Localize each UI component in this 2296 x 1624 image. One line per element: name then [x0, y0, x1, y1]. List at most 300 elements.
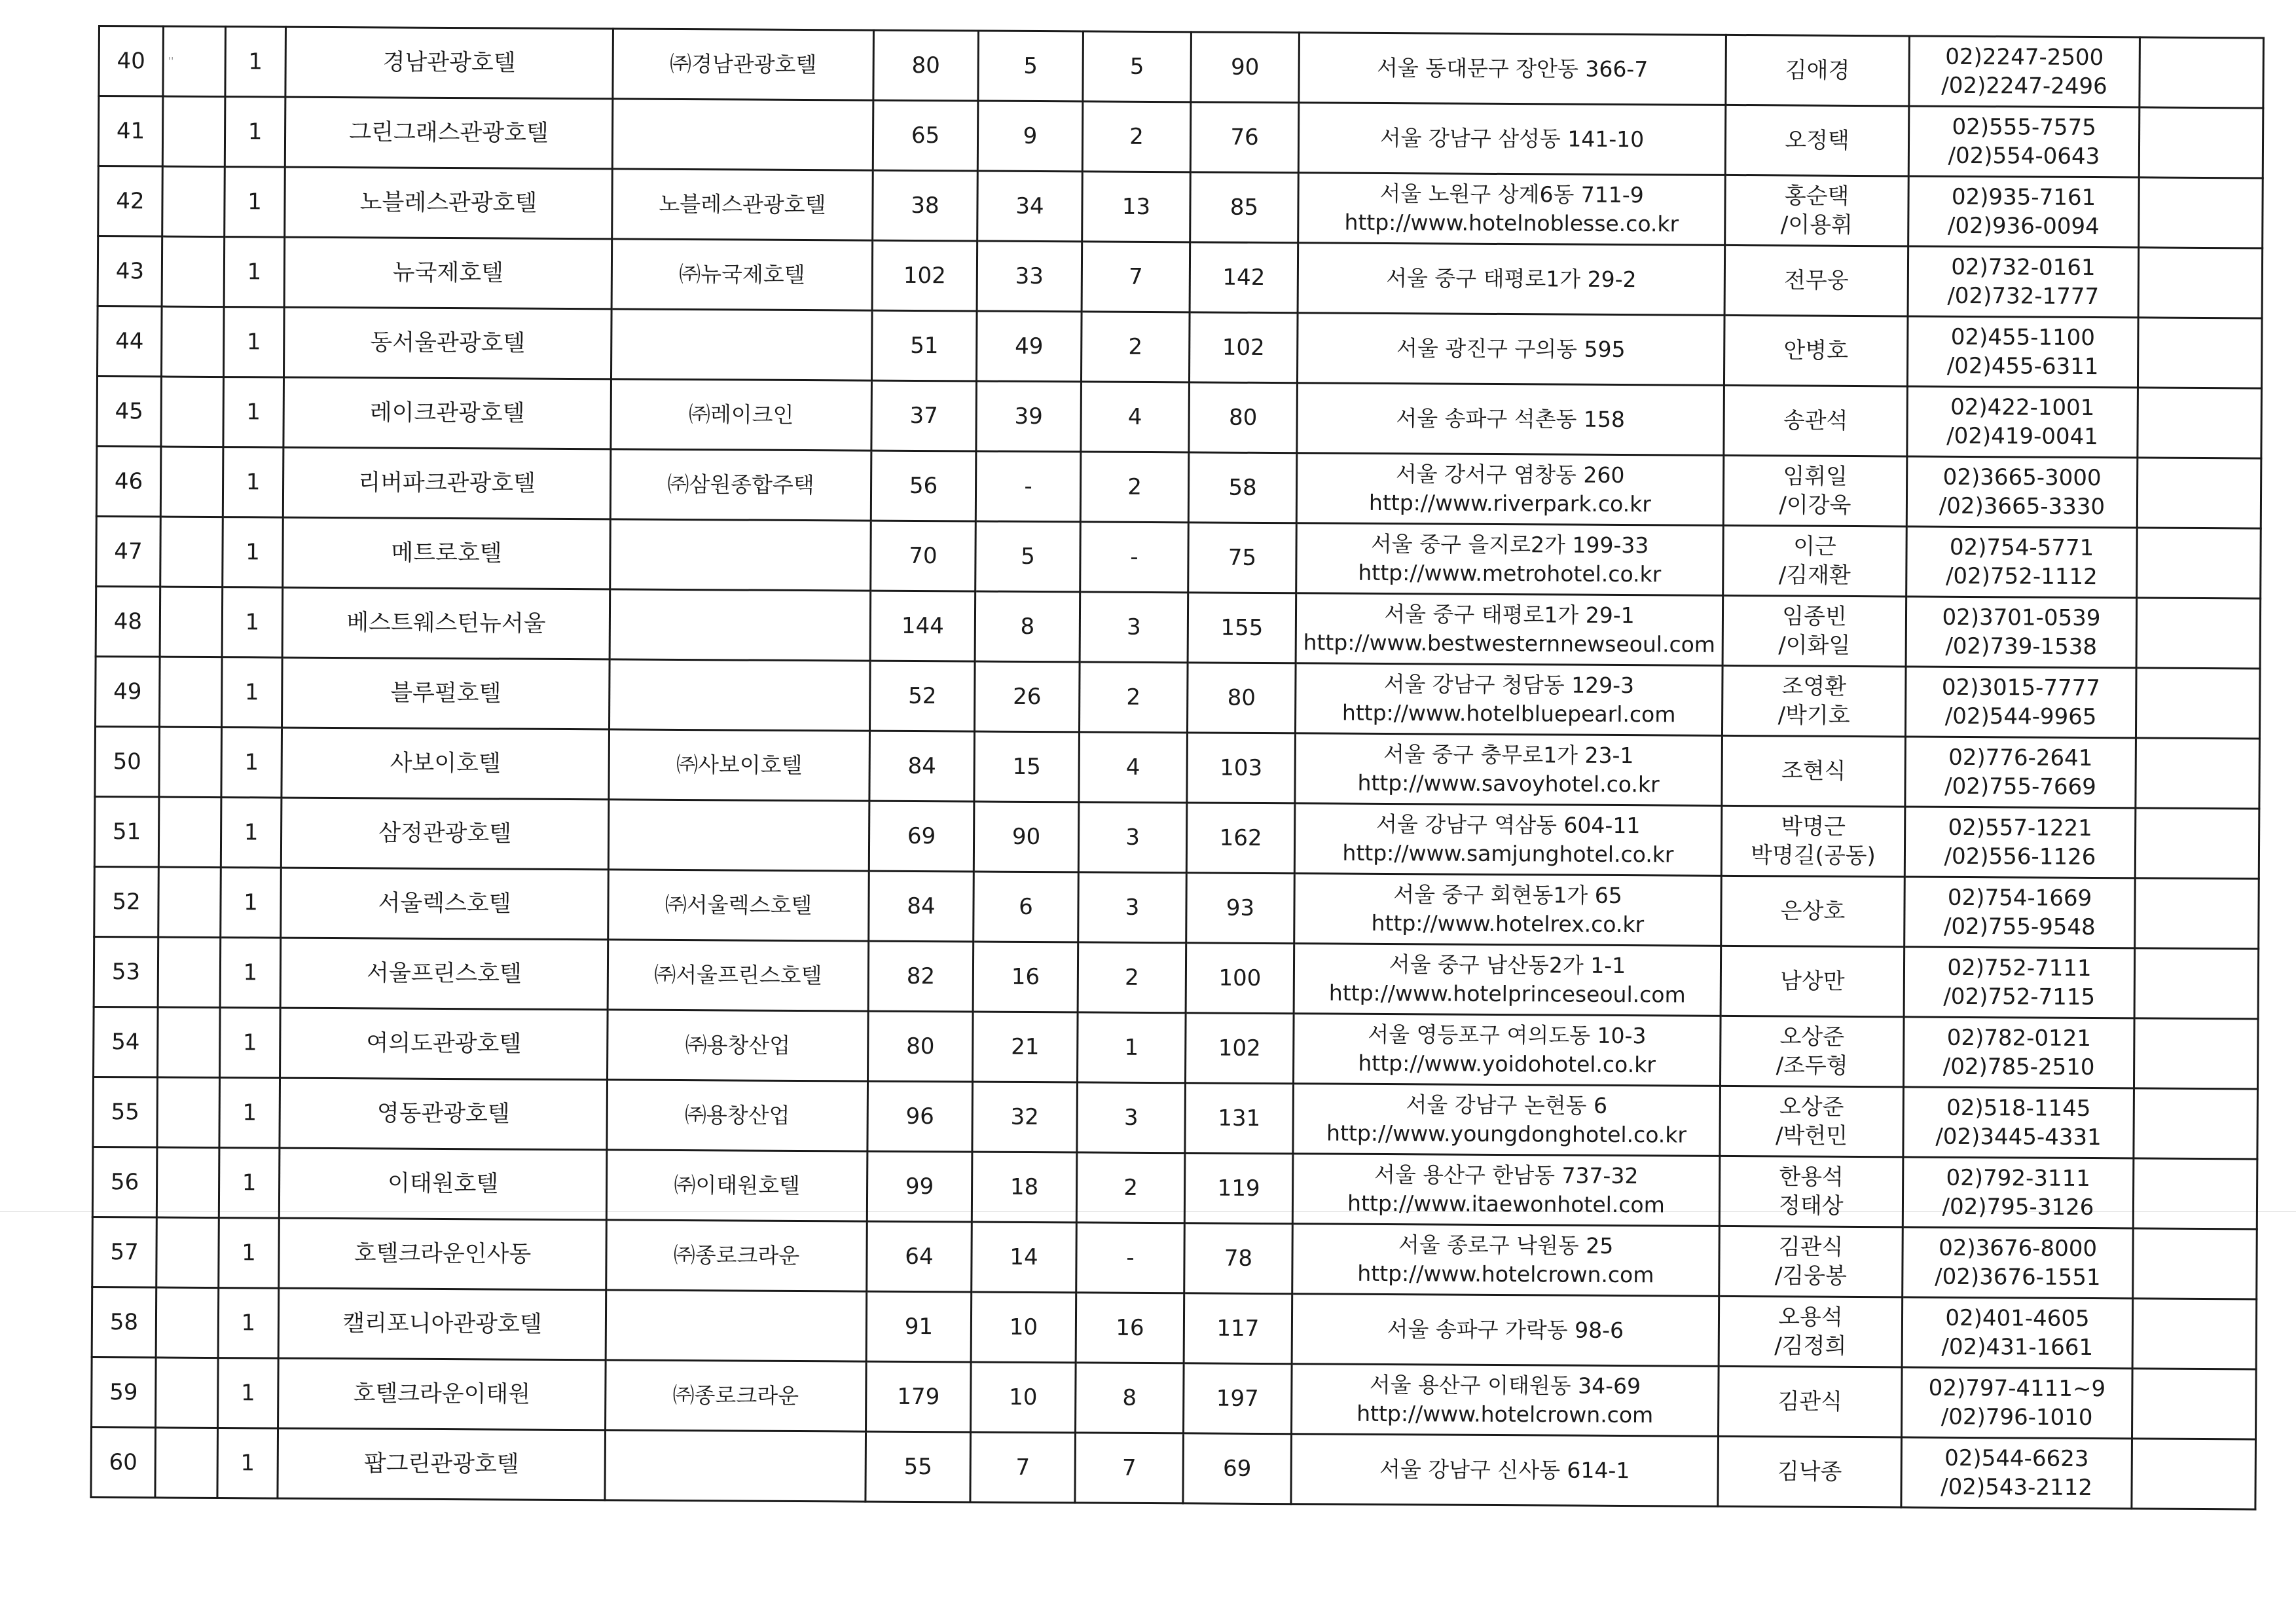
operator-cell: ㈜용창산업 [607, 1080, 868, 1151]
rooms-total-cell: 100 [1186, 943, 1294, 1014]
row-number-cell: 51 [94, 796, 159, 867]
rooms-col1-cell: 80 [868, 1011, 974, 1082]
table-row [96, 656, 2261, 738]
rooms-col3-cell: 2 [1076, 1153, 1185, 1223]
row-number-cell: 60 [91, 1427, 156, 1498]
table-row [98, 166, 2263, 248]
grade-cell: 1 [221, 868, 282, 938]
rooms-total-cell: 119 [1184, 1153, 1293, 1224]
phone-cell [1908, 246, 2139, 318]
hotel-name-cell: 리버파크관광호텔 [283, 447, 611, 519]
representative-line: 은상호 [1780, 898, 1846, 925]
address-line: http://www.hotelnoblesse.co.kr [1344, 209, 1679, 237]
rooms-col3-cell: 3 [1080, 592, 1188, 663]
phone-line: /02)554-0643 [1948, 142, 2100, 170]
table-row [94, 1006, 2259, 1088]
mark-cell [156, 1217, 219, 1288]
phone-line: 02)754-1669 [1947, 884, 2092, 912]
row-number-cell: 45 [97, 377, 162, 447]
representative-cell [1720, 1016, 1904, 1087]
table-row [94, 866, 2259, 948]
remarks-cell [2137, 528, 2261, 599]
representative-cell [1725, 105, 1909, 176]
address-line: 서울 강남구 역삼동 604-11 [1376, 811, 1641, 839]
rooms-col2-cell: 9 [977, 101, 1083, 172]
rooms-total-cell: 131 [1185, 1083, 1294, 1154]
rooms-col3-cell: 1 [1078, 1012, 1186, 1083]
rooms-col1-cell: 51 [871, 310, 977, 381]
representative-cell [1723, 455, 1907, 526]
phone-cell [1901, 1367, 2132, 1439]
representative-line: 임휘일 [1783, 463, 1848, 490]
rooms-col3-cell: 2 [1080, 452, 1189, 523]
grade-cell: 1 [224, 237, 285, 308]
address-line: 서울 강남구 청담동 129-3 [1383, 671, 1635, 699]
row-number-cell: 55 [93, 1077, 158, 1147]
mark-cell [160, 587, 223, 657]
address-line: 서울 용산구 이태원동 34-69 [1369, 1371, 1641, 1399]
phone-cell [1901, 1437, 2132, 1509]
rooms-total-cell: 90 [1191, 32, 1300, 103]
phone-cell [1907, 316, 2138, 388]
representative-cell [1718, 1436, 1902, 1507]
row-number-cell: 40 [99, 26, 164, 97]
mark-cell [157, 1077, 220, 1148]
representative-cell [1719, 1156, 1903, 1227]
phone-cell [1905, 667, 2136, 738]
rooms-col2-cell: 32 [972, 1082, 1078, 1153]
address-line: 서울 중구 을지로2가 199-33 [1370, 530, 1649, 559]
hotel-name-cell: 호텔크라운인사동 [279, 1218, 607, 1290]
table-row [99, 26, 2264, 108]
phone-line: /02)2247-2496 [1941, 72, 2107, 100]
rooms-total-cell: 75 [1188, 523, 1297, 593]
representative-line: /김웅봉 [1774, 1263, 1847, 1289]
rooms-col1-cell: 99 [867, 1151, 972, 1222]
representative-line: /김정희 [1774, 1333, 1847, 1359]
rooms-col3-cell: 8 [1076, 1363, 1184, 1433]
row-number-cell: 53 [94, 936, 158, 1007]
row-number-cell: 47 [96, 516, 161, 587]
hotel-name-cell: 경남관광호텔 [285, 27, 613, 99]
address-cell [1297, 383, 1724, 456]
address-cell [1298, 103, 1726, 175]
operator-cell: ㈜사보이호텔 [609, 729, 870, 801]
grade-cell: 1 [221, 798, 282, 868]
representative-line: 오용석 [1778, 1304, 1843, 1331]
grade-cell: 1 [218, 1288, 279, 1359]
remarks-cell [2134, 1018, 2258, 1089]
grade-cell: 1 [219, 1218, 280, 1289]
operator-cell [611, 309, 872, 380]
address-line: http://www.yoidohotel.co.kr [1358, 1050, 1656, 1078]
address-cell [1292, 1154, 1720, 1227]
rooms-col2-cell: 39 [976, 381, 1082, 452]
phone-cell [1906, 456, 2138, 528]
address-line: 서울 중구 태평로1가 29-2 [1386, 265, 1637, 293]
phone-line: 02)792-3111 [1946, 1164, 2090, 1192]
representative-cell [1722, 665, 1906, 737]
representative-cell [1724, 315, 1908, 386]
address-line: http://www.hotelprinceseoul.com [1328, 980, 1686, 1008]
phone-line: /02)419-0041 [1946, 422, 2098, 451]
grade-cell: 1 [220, 1008, 281, 1079]
address-cell [1292, 1294, 1719, 1367]
row-number-cell: 50 [95, 726, 160, 797]
address-cell [1293, 1084, 1721, 1156]
rooms-total-cell: 117 [1184, 1293, 1292, 1364]
remarks-cell [2139, 177, 2263, 248]
remarks-cell [2137, 458, 2261, 528]
address-cell [1296, 593, 1723, 666]
representative-line: 이근 [1793, 533, 1837, 560]
phone-line: /02)752-7115 [1943, 983, 2096, 1011]
row-number-cell: 43 [98, 236, 162, 307]
representative-cell [1721, 946, 1904, 1017]
rooms-col2-cell: 5 [978, 31, 1084, 101]
rooms-col2-cell: 10 [971, 1292, 1076, 1363]
phone-line: /02)431-1661 [1941, 1333, 2094, 1361]
row-number-cell: 56 [92, 1147, 157, 1217]
rooms-total-cell: 102 [1189, 312, 1298, 383]
hotel-name-cell: 여의도관광호텔 [280, 1008, 608, 1080]
representative-line: 오정택 [1785, 127, 1850, 154]
representative-line: 전무웅 [1783, 267, 1849, 294]
mark-cell [156, 1357, 219, 1428]
representative-line: /김재환 [1778, 562, 1851, 589]
address-line: 서울 노원구 상계6동 711-9 [1379, 180, 1644, 208]
rooms-col1-cell: 179 [866, 1361, 972, 1432]
phone-cell [1903, 1087, 2134, 1158]
operator-cell: ㈜종로크라운 [606, 1220, 867, 1291]
phone-line: /02)556-1126 [1944, 843, 2096, 871]
table-row [98, 306, 2263, 388]
rooms-col1-cell: 144 [870, 591, 975, 661]
rooms-col2-cell: 26 [974, 661, 1080, 732]
address-line: 서울 중구 회현동1가 65 [1393, 881, 1622, 909]
rooms-col3-cell: - [1076, 1223, 1185, 1293]
rooms-col3-cell: 5 [1083, 31, 1192, 102]
remarks-cell [2135, 808, 2259, 879]
hotel-name-cell: 뉴국제호텔 [284, 237, 612, 309]
representative-cell [1719, 1226, 1903, 1297]
representative-cell [1725, 175, 1909, 246]
rooms-col3-cell: 2 [1079, 662, 1188, 733]
mark-cell [161, 377, 224, 447]
address-line: 서울 광진구 구의동 595 [1396, 335, 1626, 363]
representative-cell [1726, 35, 1910, 106]
table-row [96, 516, 2261, 598]
rooms-col1-cell: 96 [867, 1081, 973, 1152]
mark-cell [162, 236, 225, 307]
representative-cell [1719, 1366, 1903, 1437]
rooms-total-cell: 162 [1186, 803, 1295, 874]
operator-cell [608, 800, 869, 871]
grade-cell: 1 [220, 938, 281, 1008]
grade-cell: 1 [225, 27, 286, 98]
representative-line: /이화일 [1778, 632, 1851, 659]
address-line: 서울 강남구 논현동 6 [1406, 1092, 1608, 1118]
phone-line: 02)455-1100 [1950, 323, 2096, 352]
phone-line: /02)796-1010 [1941, 1403, 2093, 1431]
table-row [92, 1217, 2257, 1299]
address-cell [1294, 803, 1722, 876]
rooms-col1-cell: 64 [867, 1221, 972, 1292]
address-cell [1299, 33, 1726, 105]
row-number-cell: 52 [94, 866, 159, 937]
address-cell [1295, 663, 1722, 736]
rooms-total-cell: 76 [1190, 102, 1299, 173]
mark-cell [160, 447, 223, 517]
grade-cell: 1 [224, 307, 285, 378]
hotel-name-cell: 캘리포니아관광호텔 [278, 1288, 606, 1360]
phone-line: /02)752-1112 [1945, 563, 2098, 591]
phone-cell [1907, 386, 2138, 458]
rooms-total-cell: 102 [1186, 1013, 1294, 1084]
rooms-total-cell: 103 [1187, 733, 1296, 803]
phone-line: 02)935-7161 [1951, 183, 2096, 212]
phone-line: /02)3445-4331 [1935, 1123, 2102, 1151]
phone-line: /02)785-2510 [1942, 1053, 2095, 1081]
mark-cell [159, 727, 222, 798]
rooms-col1-cell: 69 [869, 801, 974, 872]
hotel-name-cell: 서울프린스호텔 [280, 938, 608, 1010]
representative-line: /박기호 [1777, 702, 1850, 729]
mark-cell [158, 937, 221, 1008]
phone-cell [1904, 807, 2136, 878]
phone-cell [1908, 176, 2140, 248]
hotel-name-cell: 동서울관광호텔 [283, 307, 611, 379]
address-cell [1296, 453, 1724, 526]
rooms-col2-cell: 18 [972, 1152, 1077, 1223]
address-line: 서울 동대문구 장안동 366-7 [1376, 54, 1649, 83]
address-cell [1294, 874, 1722, 946]
phone-line: 02)401-4605 [1945, 1304, 2090, 1333]
phone-line: /02)455-6311 [1946, 352, 2099, 380]
representative-cell [1719, 1296, 1903, 1367]
phone-cell [1905, 737, 2136, 808]
remarks-cell [2138, 388, 2262, 458]
representative-line: 송관석 [1783, 407, 1848, 434]
rooms-col3-cell: 13 [1082, 172, 1191, 242]
address-cell [1296, 523, 1724, 596]
grade-cell: 1 [223, 447, 283, 518]
address-line: http://www.hotelbluepearl.com [1341, 699, 1676, 728]
phone-line: 02)544-6623 [1944, 1445, 2089, 1473]
rooms-col2-cell: 6 [974, 872, 1079, 942]
mark-cell [158, 797, 221, 868]
mark-cell [158, 867, 221, 938]
representative-cell [1721, 876, 1905, 947]
operator-cell: ㈜레이크인 [611, 379, 872, 451]
representative-line: /이용휘 [1780, 212, 1853, 238]
rooms-col2-cell: 34 [977, 171, 1083, 242]
hotel-name-cell: 삼정관광호텔 [281, 798, 609, 870]
rooms-col1-cell: 38 [873, 170, 978, 241]
rooms-col2-cell: 49 [976, 311, 1082, 382]
operator-cell: ㈜용창산업 [608, 1010, 869, 1081]
address-line: http://www.hotelcrown.com [1357, 1260, 1654, 1288]
address-line: http://www.itaewonhotel.com [1347, 1190, 1665, 1218]
representative-line: /이강욱 [1779, 492, 1851, 519]
rooms-total-cell: 93 [1186, 873, 1295, 944]
hotel-name-cell: 서울렉스호텔 [281, 868, 609, 940]
address-line: 서울 송파구 석촌동 158 [1396, 405, 1626, 433]
phone-line: 02)3676-8000 [1939, 1234, 2098, 1263]
representative-line: 김애경 [1785, 57, 1850, 84]
rooms-col1-cell: 102 [872, 240, 977, 311]
remarks-cell [2138, 318, 2262, 388]
hotel-name-cell: 호텔크라운이태원 [278, 1358, 606, 1430]
representative-cell [1722, 735, 1906, 807]
table-row [93, 1077, 2258, 1158]
hotel-name-cell: 베스트웨스턴뉴서울 [282, 587, 610, 659]
table-row [92, 1147, 2257, 1228]
address-line: 서울 중구 충무로1가 23-1 [1383, 741, 1634, 769]
rooms-total-cell: 142 [1190, 242, 1298, 313]
rooms-total-cell: 78 [1184, 1223, 1293, 1294]
remarks-cell [2132, 1439, 2256, 1509]
representative-line: 오상준 [1779, 1024, 1845, 1050]
phone-line: /02)755-9548 [1943, 913, 2096, 941]
representative-line: 박명길(공동) [1750, 842, 1876, 870]
row-number-cell: 41 [98, 96, 163, 167]
hotel-name-cell: 레이크관광호텔 [283, 377, 611, 449]
rooms-col3-cell: 16 [1076, 1293, 1184, 1363]
table-row [98, 96, 2263, 178]
address-cell [1291, 1434, 1719, 1507]
representative-cell [1722, 595, 1906, 667]
address-cell [1292, 1224, 1720, 1297]
table-row [92, 1287, 2257, 1369]
address-line: http://www.youngdonghotel.co.kr [1326, 1120, 1687, 1148]
address-line: 서울 종로구 낙원동 25 [1398, 1232, 1614, 1259]
mark-cell [162, 166, 225, 237]
operator-cell: ㈜경남관광호텔 [613, 29, 874, 100]
operator-cell: ㈜서울렉스호텔 [608, 870, 869, 941]
rooms-col3-cell: 2 [1081, 312, 1190, 382]
mark-cell [158, 1007, 221, 1078]
rooms-col1-cell: 80 [873, 30, 979, 101]
table-row [96, 446, 2261, 528]
phone-cell [1908, 106, 2140, 177]
address-cell [1298, 173, 1726, 246]
rooms-col1-cell: 52 [869, 661, 975, 731]
phone-line: /02)795-3126 [1942, 1193, 2094, 1221]
phone-line: 02)3665-3000 [1942, 464, 2102, 492]
rooms-col2-cell: 7 [970, 1432, 1076, 1503]
address-line: 서울 중구 남산동2가 1-1 [1389, 951, 1626, 979]
remarks-cell [2133, 1158, 2257, 1229]
mark-cell [156, 1287, 219, 1358]
remarks-cell [2140, 37, 2264, 108]
rooms-col1-cell: 91 [866, 1291, 972, 1362]
rooms-col2-cell: 21 [973, 1012, 1078, 1082]
grade-cell: 1 [219, 1148, 280, 1219]
address-line: http://www.metrohotel.co.kr [1358, 559, 1662, 587]
table-row [98, 236, 2263, 318]
hotel-name-cell: 노블레스관광호텔 [285, 167, 613, 239]
rooms-total-cell: 69 [1183, 1433, 1292, 1504]
rooms-total-cell: 58 [1188, 452, 1297, 523]
phone-line: 02)3015-7777 [1941, 674, 2100, 702]
operator-cell [606, 1290, 867, 1361]
address-cell [1292, 1364, 1719, 1437]
rooms-col3-cell: 4 [1081, 382, 1190, 452]
grade-cell: 1 [222, 587, 283, 658]
address-line: 서울 중구 태평로1가 29-1 [1384, 600, 1635, 629]
phone-cell [1903, 1017, 2134, 1088]
address-line: http://www.bestwesternnewseoul.com [1303, 629, 1716, 657]
address-line: http://www.hotelcrown.com [1357, 1400, 1654, 1428]
representative-line: 조영환 [1781, 673, 1847, 700]
rooms-col2-cell: 33 [977, 241, 1082, 312]
operator-cell: ㈜뉴국제호텔 [611, 239, 873, 310]
hotel-name-cell: 영동관광호텔 [280, 1078, 608, 1150]
address-line: 서울 강남구 삼성동 141-10 [1379, 124, 1645, 153]
phone-line: 02)776-2641 [1948, 744, 2093, 772]
rooms-col1-cell: 65 [873, 100, 978, 171]
address-line: 서울 용산구 한남동 737-32 [1374, 1161, 1639, 1189]
representative-line: 조현식 [1781, 758, 1846, 784]
rooms-col3-cell: 7 [1082, 242, 1190, 312]
address-line: 서울 강서구 염창동 260 [1395, 461, 1625, 489]
rooms-col2-cell: 15 [974, 731, 1080, 802]
hotel-name-cell: 이태원호텔 [279, 1148, 607, 1220]
representative-line: /조두형 [1776, 1052, 1848, 1079]
rooms-col1-cell: 70 [871, 521, 976, 591]
representative-line: 정태상 [1779, 1192, 1844, 1219]
address-line: 서울 강남구 신사동 614-1 [1379, 1456, 1630, 1484]
rooms-col3-cell: - [1080, 522, 1189, 593]
phone-line: 02)422-1001 [1950, 394, 2095, 422]
rooms-col1-cell: 82 [868, 941, 974, 1012]
phone-line: 02)752-7111 [1947, 954, 2092, 982]
grade-cell: 1 [223, 377, 284, 448]
representative-line: 김낙종 [1777, 1458, 1842, 1485]
row-number-cell: 46 [96, 446, 161, 517]
rooms-col3-cell: 7 [1075, 1433, 1184, 1504]
hotel-name-cell: 블루펄호텔 [282, 657, 610, 729]
representative-line: 안병호 [1783, 337, 1849, 364]
rooms-col1-cell: 84 [869, 871, 974, 942]
mark-cell [160, 657, 223, 728]
phone-cell [1903, 1227, 2134, 1299]
operator-cell [610, 519, 871, 591]
representative-line: 김관식 [1778, 1234, 1844, 1261]
rooms-col3-cell: 3 [1078, 802, 1187, 873]
rooms-col3-cell: 3 [1077, 1082, 1186, 1153]
phone-cell [1906, 597, 2137, 668]
row-number-cell: 42 [98, 166, 163, 237]
remarks-cell [2136, 738, 2260, 809]
rooms-col1-cell: 84 [869, 731, 975, 802]
representative-line: 오상준 [1779, 1094, 1844, 1120]
rooms-col3-cell: 4 [1079, 732, 1188, 803]
phone-line: /02)739-1538 [1945, 633, 2098, 661]
row-number-cell: 54 [94, 1006, 158, 1077]
remarks-cell [2133, 1228, 2257, 1299]
hotel-name-cell: 팝그린관광호텔 [278, 1428, 606, 1500]
operator-cell [610, 589, 871, 661]
address-cell [1298, 243, 1725, 316]
representative-line: 김관식 [1777, 1388, 1843, 1415]
phone-line: /02)936-0094 [1947, 212, 2100, 240]
remarks-cell [2136, 668, 2260, 739]
address-cell [1293, 1014, 1721, 1086]
address-line: 서울 송파구 가락동 98-6 [1387, 1316, 1624, 1344]
table-row [91, 1427, 2256, 1509]
